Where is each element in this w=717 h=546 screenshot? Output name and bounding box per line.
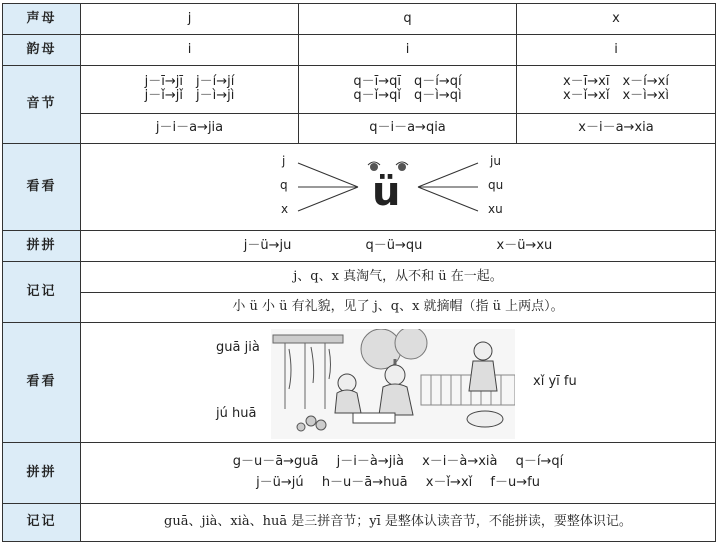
ju-qu-xu-figure-cell [81, 143, 716, 230]
row-jiji2 [3, 503, 716, 541]
pinpin1-ju: j－ü→ju [243, 237, 292, 253]
row-pinpin2 [3, 443, 716, 503]
row-yinjie [3, 66, 716, 113]
row-label-jiji2: 记记 [3, 503, 81, 541]
scene [81, 325, 715, 440]
shengmu-x: x [517, 4, 716, 35]
scene-illustration [271, 329, 515, 439]
yinjie-q-line1: q－ī→qī q－í→qí [353, 73, 462, 89]
yinjie-q-tones [299, 66, 517, 113]
row-label-kankan1: 看看 [3, 143, 81, 230]
row-label-yunmu: 韵母 [3, 35, 81, 66]
pinpin2-gua: g－u－ā→guā [232, 454, 319, 470]
yinjie-x-tones [517, 66, 716, 113]
jiji2-text: guā、jià、xià、huā 是三拼音节；yī 是整体认读音节，不能拼读，要整体识记。 [81, 503, 716, 541]
line-ju [418, 163, 478, 187]
ju-qu-xu-figure [278, 155, 518, 219]
pinpin2-lines [81, 443, 716, 503]
pinpin2-line2 [81, 476, 715, 491]
fig-left-q: q [280, 177, 288, 192]
row-yinjie-triple [3, 113, 716, 143]
pinpin2-line1 [81, 455, 715, 470]
fig-right-xu: xu [488, 201, 503, 216]
row-yunmu [3, 35, 716, 66]
yinjie-x-line1: x－ī→xī x－í→xí [562, 73, 669, 89]
triple-jia: j－i－a→jia [81, 113, 299, 143]
pinpin2-hua: h－u－ā→huā [321, 475, 408, 491]
row-label-jiji1: 记记 [3, 262, 81, 322]
fig-center-u: ü [372, 168, 401, 215]
jiji1-line2: 小 ü 小 ü 有礼貌，见了 j、q、x 就摘帽（指 ü 上两点）。 [81, 292, 716, 322]
row-label-yinjie: 音节 [3, 66, 81, 143]
pinpin2-ju: j－ü→jú [256, 475, 304, 491]
shengmu-j: j [81, 4, 299, 35]
scene-cell [81, 322, 716, 443]
tag-gua-jia: guā jià [216, 340, 260, 356]
row-label-kankan2: 看看 [3, 322, 81, 443]
pinpin2-xia: x－i－à→xià [422, 454, 498, 470]
fig-right-qu: qu [488, 177, 504, 192]
row-shengmu [3, 4, 716, 35]
pinpin2-fu: f－u→fu [490, 475, 540, 491]
row-kankan1 [3, 143, 716, 230]
yinjie-q-line2: q－ǐ→qǐ q－ì→qì [353, 88, 462, 104]
pinpin1-xu: x－ü→xu [496, 237, 553, 253]
line-j [298, 163, 358, 187]
pinyin-table [2, 3, 716, 542]
row-jiji1 [3, 262, 716, 292]
jiji1-line1: j、q、x 真淘气，从不和 ü 在一起。 [81, 262, 716, 292]
yinjie-j-tones [81, 66, 299, 113]
row-label-pinpin2: 拼拼 [3, 443, 81, 503]
triple-xia: x－i－a→xia [517, 113, 716, 143]
fig-left-x: x [281, 201, 289, 216]
row-label-shengmu: 声母 [3, 4, 81, 35]
line-x [298, 187, 358, 211]
tag-xi-yi-fu: xǐ yī fu [533, 374, 577, 390]
yunmu-x: i [517, 35, 716, 66]
triple-qia: q－i－a→qia [299, 113, 517, 143]
row-pinpin1 [3, 231, 716, 262]
pinpin2-xi: x－ǐ→xǐ [425, 475, 473, 491]
yunmu-q: i [299, 35, 517, 66]
yinjie-j-line2: j－ǐ→jǐ j－ì→jì [144, 88, 235, 104]
row-jiji1b [3, 292, 716, 322]
pinpin2-jia: j－i－à→jià [336, 454, 404, 470]
yinjie-x-line2: x－ǐ→xǐ x－ì→xì [562, 88, 669, 104]
fig-right-ju: ju [490, 153, 501, 168]
tag-ju-hua: jú huā [216, 406, 257, 422]
shengmu-q: q [299, 4, 517, 35]
row-label-pinpin1: 拼拼 [3, 231, 81, 262]
yunmu-j: i [81, 35, 299, 66]
row-kankan2 [3, 322, 716, 443]
pinpin1-items [81, 231, 716, 262]
pinpin2-qi: q－í→qí [515, 454, 564, 470]
line-xu [418, 187, 478, 211]
pinpin1-qu: q－ü→qu [365, 237, 423, 253]
fig-left-j: j [282, 153, 286, 168]
yinjie-j-line1: j－ī→jī j－í→jí [144, 73, 235, 89]
